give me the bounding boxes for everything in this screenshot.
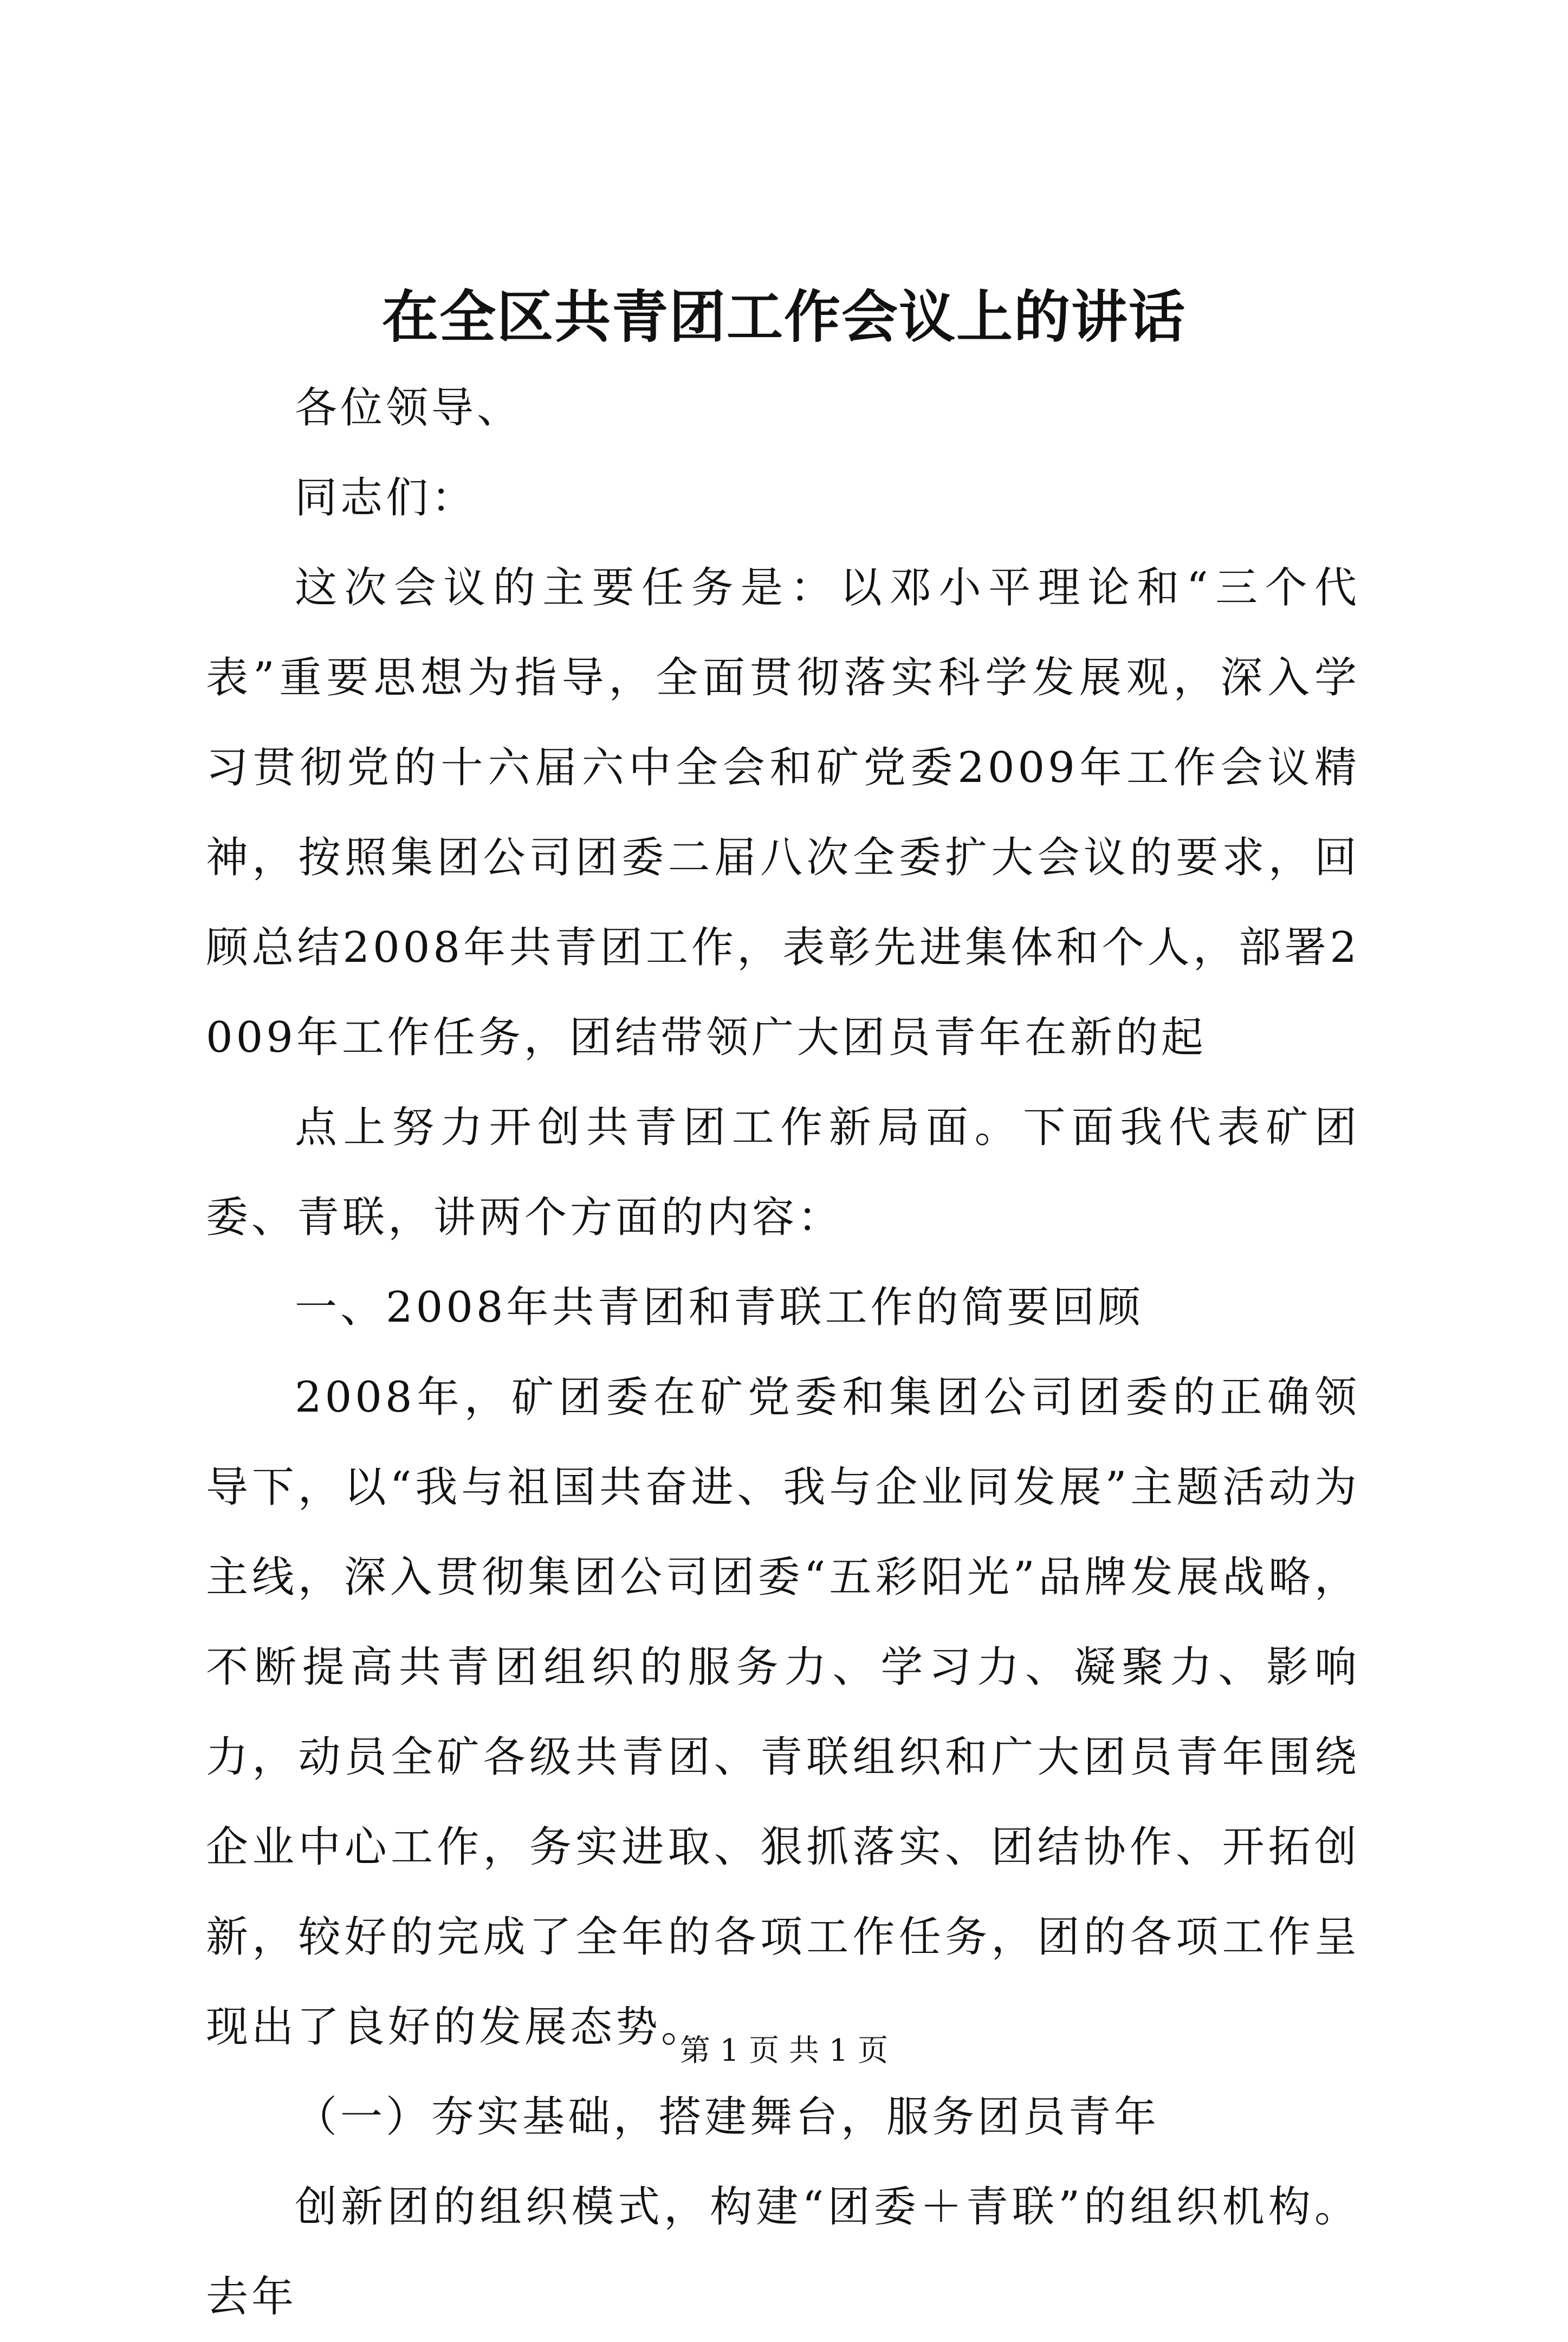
- page-number-footer: 第 1 页 共 1 页: [679, 2033, 889, 2068]
- document-title: 在全区共青团工作会议上的讲话: [381, 283, 1186, 350]
- paragraph-salutation-leaders: 各位领导、: [295, 384, 523, 432]
- paragraph-meeting-task: 这次会议的主要任务是：以邓小平理论和“三个代表”重要思想为指导，全面贯彻落实科学发展观，深入学习贯彻党的十六届六中全会和矿党委2009年工作会议精神，按照集团公司团委二届八次全委扩大会议的要求，回顾总结2008年共青团工作，表彰先进集体和个人，部署2009年工作任务，团结带领广大团员青年在新的起: [206, 564, 1360, 1062]
- subsection-heading-foundation: （一）夯实基础，搭建舞台，服务团员青年: [295, 2093, 1160, 2142]
- paragraph-meeting-task-continued: 点上努力开创共青团工作新局面。下面我代表矿团委、青联，讲两个方面的内容：: [206, 1103, 1360, 1242]
- paragraph-2008-summary: 2008年，矿团委在矿党委和集团公司团委的正确领导下，以“我与祖国共奋进、我与企业同发展”主题活动为主线，深入贯彻集团公司团委“五彩阳光”品牌发展战略，不断提高共青团组织的服务力、学习力、凝聚力、影响力，动员全矿各级共青团、青联组织和广大团员青年围绕企业中心工作，务实进取、狠抓落实、团结协作、开拓创新，较好的完成了全年的各项工作任务，团的各项工作呈现出了良好的发展态势。: [206, 1373, 1360, 2052]
- section-heading-review: 一、2008年共青团和青联工作的简要回顾: [295, 1283, 1144, 1332]
- paragraph-organization-model: 创新团的组织模式，构建“团委＋青联”的组织机构。去年: [206, 2183, 1360, 2321]
- paragraph-salutation-comrades: 同志们：: [295, 474, 477, 522]
